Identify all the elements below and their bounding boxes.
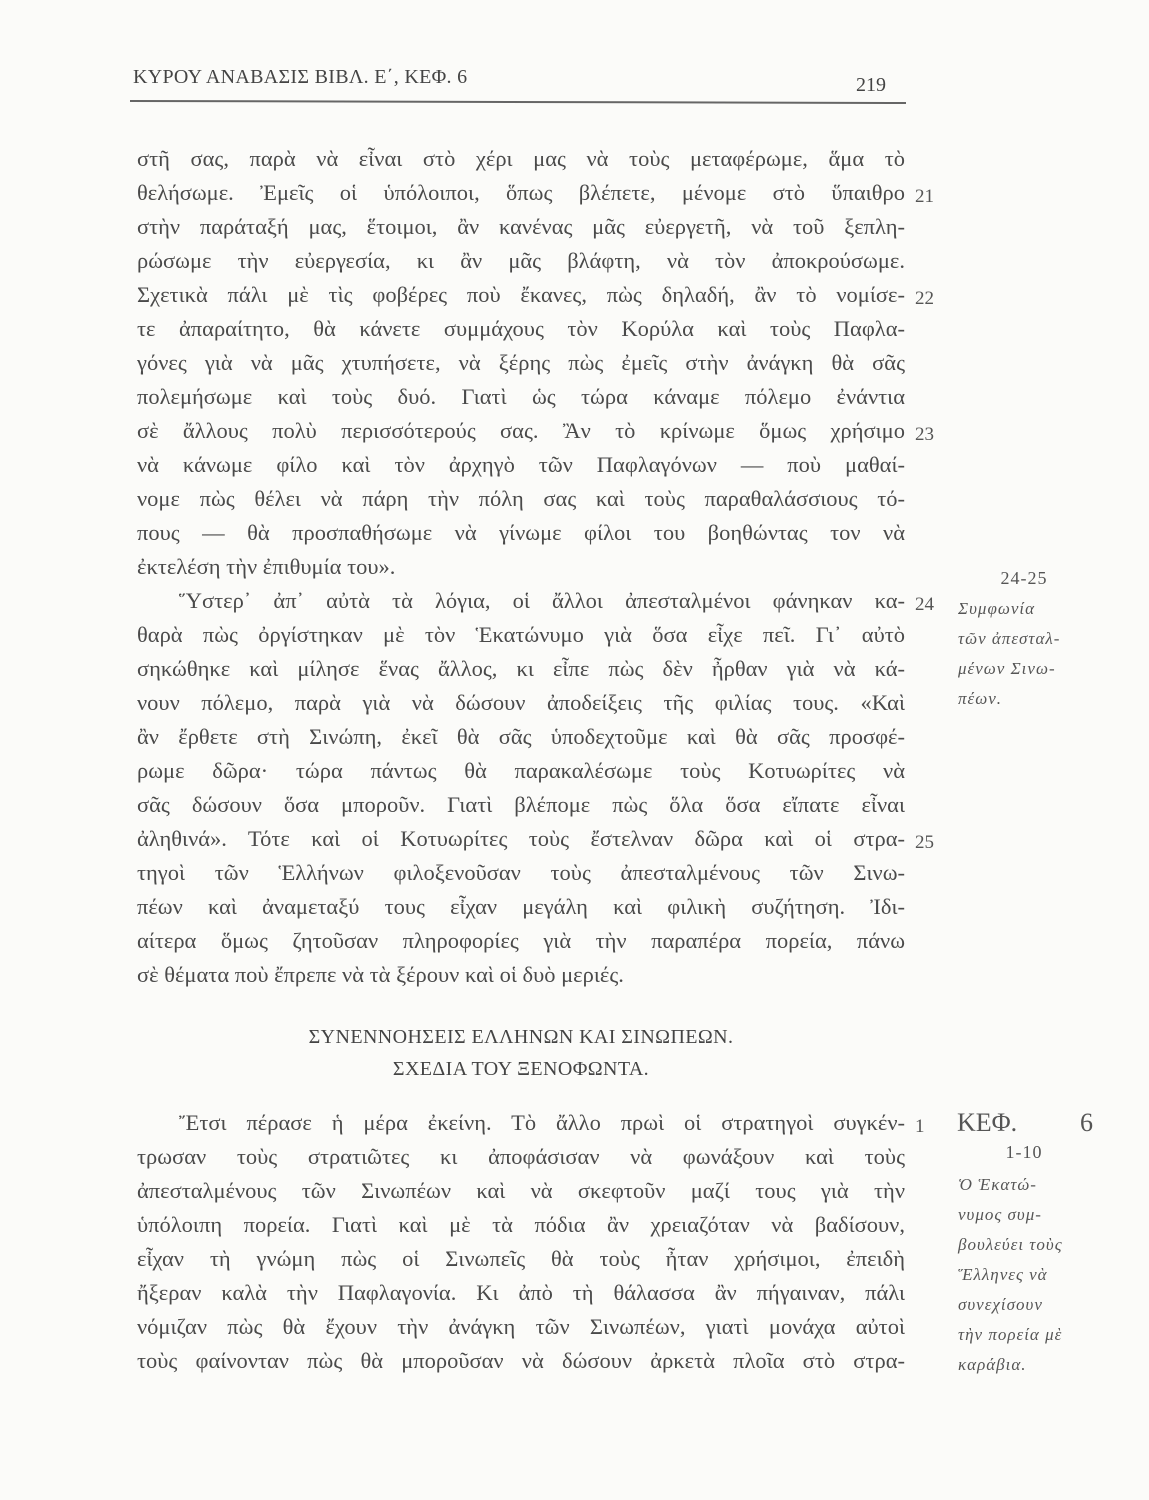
chapter-label bbox=[957, 1108, 1093, 1138]
text-line: αίτερα ὅμως ζητοῦσαν πληροφορίες γιὰ τὴν παραπέρα πορεία, πάνω bbox=[137, 928, 905, 953]
text-line: θαρὰ πὼς ὀργίστηκαν μὲ τὸν Ἑκατώνυμο γιὰ ὅσα εἶχε πεῖ. Γι᾽ αὐτὸ bbox=[137, 622, 905, 647]
chapter-note-line: βουλεύει τοὺς bbox=[958, 1235, 1063, 1254]
text-line: τοὺς φαίνονταν πὼς θὰ μποροῦσαν νὰ δώσουν ἀρκετὰ πλοῖα στὸ στρα- bbox=[137, 1348, 905, 1373]
verse-number: 1 bbox=[915, 1116, 925, 1137]
chapter-note-line: νυμος συμ- bbox=[958, 1205, 1042, 1224]
text-line: νουν πόλεμο, παρὰ γιὰ νὰ δώσουν ἀποδείξεις τῆς φιλίας τους. «Καὶ bbox=[137, 690, 905, 715]
text-line: εἶχαν τὴ γνώμη πὼς οἱ Σινωπεῖς θὰ τοὺς ἦταν χρήσιμοι, ἐπειδὴ bbox=[137, 1246, 905, 1271]
header-rule bbox=[130, 100, 906, 104]
text-line: Ὕστερ᾽ ἀπ᾽ αὐτὰ τὰ λόγια, οἱ ἄλλοι ἀπεσταλμένοι φάνηκαν κα- bbox=[179, 588, 905, 613]
chapter-note-line: τὴν πορεία μὲ bbox=[958, 1325, 1063, 1344]
text-line: πέων καὶ ἀναμεταξύ τους εἶχαν μεγάλη καὶ φιλικὴ συζήτηση. Ἰδι- bbox=[137, 894, 905, 919]
section-heading-line-1: ΣΥΝΕΝΝΟΗΣΕΙΣ ΕΛΛΗΝΩΝ ΚΑΙ ΣΙΝΩΠΕΩΝ. bbox=[308, 1026, 734, 1048]
text-line: γόνες γιὰ νὰ μᾶς χτυπήσετε, νὰ ξέρης πὼς ἐμεῖς στὴν ἀνάγκη θὰ σᾶς bbox=[137, 350, 905, 375]
text-line: σᾶς δώσουν ὅσα μποροῦν. Γιατὶ βλέπομε πὼς ὅλα ὅσα εἴπατε εἶναι bbox=[137, 792, 905, 817]
text-line: ὑπόλοιπη πορεία. Γιατὶ καὶ μὲ τὰ πόδια ἂν χρειαζόταν νὰ βαδίσουν, bbox=[137, 1212, 905, 1237]
chapter-note-line: Ἕλληνες νὰ bbox=[958, 1265, 1048, 1284]
text-line: ἂν ἔρθετε στὴ Σινώπη, ἐκεῖ θὰ σᾶς ὑποδεχτοῦμε καὶ θὰ σᾶς προσφέ- bbox=[137, 724, 905, 749]
text-line: ἀπεσταλμένους τῶν Σινωπέων καὶ νὰ σκεφτοῦν μαζί τους γιὰ τὴν bbox=[137, 1178, 905, 1203]
chapter-label-text: ΚΕΦ. bbox=[957, 1108, 1018, 1137]
text-line: ἐκτελέση τὴν ἐπιθυμία του». bbox=[137, 554, 396, 579]
text-line: ἤξεραν καλὰ τὴν Παφλαγονία. Κι ἀπὸ τὴ θάλασσα ἂν πήγαιναν, πάλι bbox=[137, 1280, 905, 1305]
text-line: στῆ σας, παρὰ νὰ εἶναι στὸ χέρι μας νὰ τοὺς μεταφέρωμε, ἅμα τὸ bbox=[137, 146, 905, 171]
text-line: τηγοὶ τῶν Ἑλλήνων φιλοξενοῦσαν τοὺς ἀπεσταλμένους τῶν Σινω- bbox=[137, 860, 905, 885]
chapter-note-line: συνεχίσουν bbox=[958, 1295, 1043, 1314]
text-line: στὴν παράταξή μας, ἕτοιμοι, ἂν κανένας μᾶς εὐεργετῆ, νὰ τοῦ ξεπλη- bbox=[137, 214, 905, 239]
text-line: νόμιζαν πὼς θὰ ἔχουν τὴν ἀνάγκη τῶν Σινωπέων, γιατὶ μονάχα αὐτοὶ bbox=[137, 1314, 905, 1339]
text-line: νὰ κάνωμε φίλο καὶ τὸν ἀρχηγὸ τῶν Παφλαγόνων — ποὺ μαθαί- bbox=[137, 452, 905, 477]
text-line: σὲ ἄλλους πολὺ περισσότερούς σας. Ἂν τὸ κρίνωμε ὅμως χρήσιμο bbox=[137, 418, 905, 443]
margin-note-line: τῶν ἀπεσταλ- bbox=[958, 629, 1061, 648]
text-line: πους — θὰ προσπαθήσωμε νὰ γίνωμε φίλοι του βοηθώντας τον νὰ bbox=[137, 520, 905, 545]
section-heading-line-2: ΣΧΕΔΙΑ ΤΟΥ ΞΕΝΟΦΩΝΤΑ. bbox=[392, 1058, 650, 1080]
text-line: πολεμήσωμε καὶ τοὺς δυό. Γιατὶ ὡς τώρα κάναμε πόλεμο ἐνάντια bbox=[137, 384, 905, 409]
text-line: Σχετικὰ πάλι μὲ τὶς φοβέρες ποὺ ἔκανες, πὼς δηλαδή, ἂν τὸ νομίσε- bbox=[137, 282, 905, 307]
margin-note-line: Συμφωνία bbox=[958, 599, 1036, 618]
text-line: ἀληθινά». Τότε καὶ οἱ Κοτυωρίτες τοὺς ἔστελναν δῶρα καὶ οἱ στρα- bbox=[137, 826, 905, 851]
verse-number: 23 bbox=[915, 424, 934, 445]
text-line: σηκώθηκε καὶ μίλησε ἕνας ἄλλος, κι εἶπε πὼς δὲν ἦρθαν γιὰ νὰ κά- bbox=[137, 656, 905, 681]
chapter-range: 1-10 bbox=[1005, 1142, 1043, 1162]
chapter-note-line: καράβια. bbox=[958, 1355, 1027, 1374]
text-line: νομε πὼς θέλει νὰ πάρη τὴν πόλη σας καὶ τοὺς παραθαλάσσιους τό- bbox=[137, 486, 905, 511]
verse-number: 21 bbox=[915, 186, 934, 207]
margin-note-line: πέων. bbox=[958, 689, 1003, 708]
text-line: Ἔτσι πέρασε ἡ μέρα ἐκείνη. Τὸ ἄλλο πρωὶ οἱ στρατηγοὶ συγκέν- bbox=[179, 1110, 905, 1135]
chapter-number: 6 bbox=[1080, 1108, 1093, 1137]
text-line: τε ἀπαραίτητο, θὰ κάνετε συμμάχους τὸν Κορύλα καὶ τοὺς Παφλα- bbox=[137, 316, 905, 341]
verse-number: 25 bbox=[915, 832, 934, 853]
margin-note-range: 24-25 bbox=[1000, 568, 1048, 588]
text-line: σὲ θέματα ποὺ ἔπρεπε νὰ τὰ ξέρουν καὶ οἱ δυὸ μεριές. bbox=[137, 962, 624, 987]
chapter-note-line: Ὁ Ἑκατώ- bbox=[958, 1175, 1037, 1194]
text-line: ρώσωμε τὴν εὐεργεσία, κι ἂν μᾶς βλάφτη, νὰ τὸν ἀποκρούσωμε. bbox=[137, 248, 905, 273]
text-line: τρωσαν τοὺς στρατιῶτες κι ἀποφάσισαν νὰ φωνάξουν καὶ τοὺς bbox=[137, 1144, 905, 1169]
verse-number: 24 bbox=[915, 594, 934, 615]
page-number: 219 bbox=[856, 74, 886, 96]
verse-number: 22 bbox=[915, 288, 934, 309]
running-head: ΚΥΡΟΥ ΑΝΑΒΑΣΙΣ ΒΙΒΛ. Ε΄, ΚΕΦ. 6 bbox=[133, 66, 468, 88]
text-line: θελήσωμε. Ἐμεῖς οἱ ὑπόλοιποι, ὅπως βλέπετε, μένομε στὸ ὕπαιθρο bbox=[137, 180, 905, 205]
text-line: ρωμε δῶρα· τώρα πάντως θὰ παρακαλέσωμε τοὺς Κοτυωρίτες νὰ bbox=[137, 758, 905, 783]
margin-note-line: μένων Σινω- bbox=[958, 659, 1056, 678]
